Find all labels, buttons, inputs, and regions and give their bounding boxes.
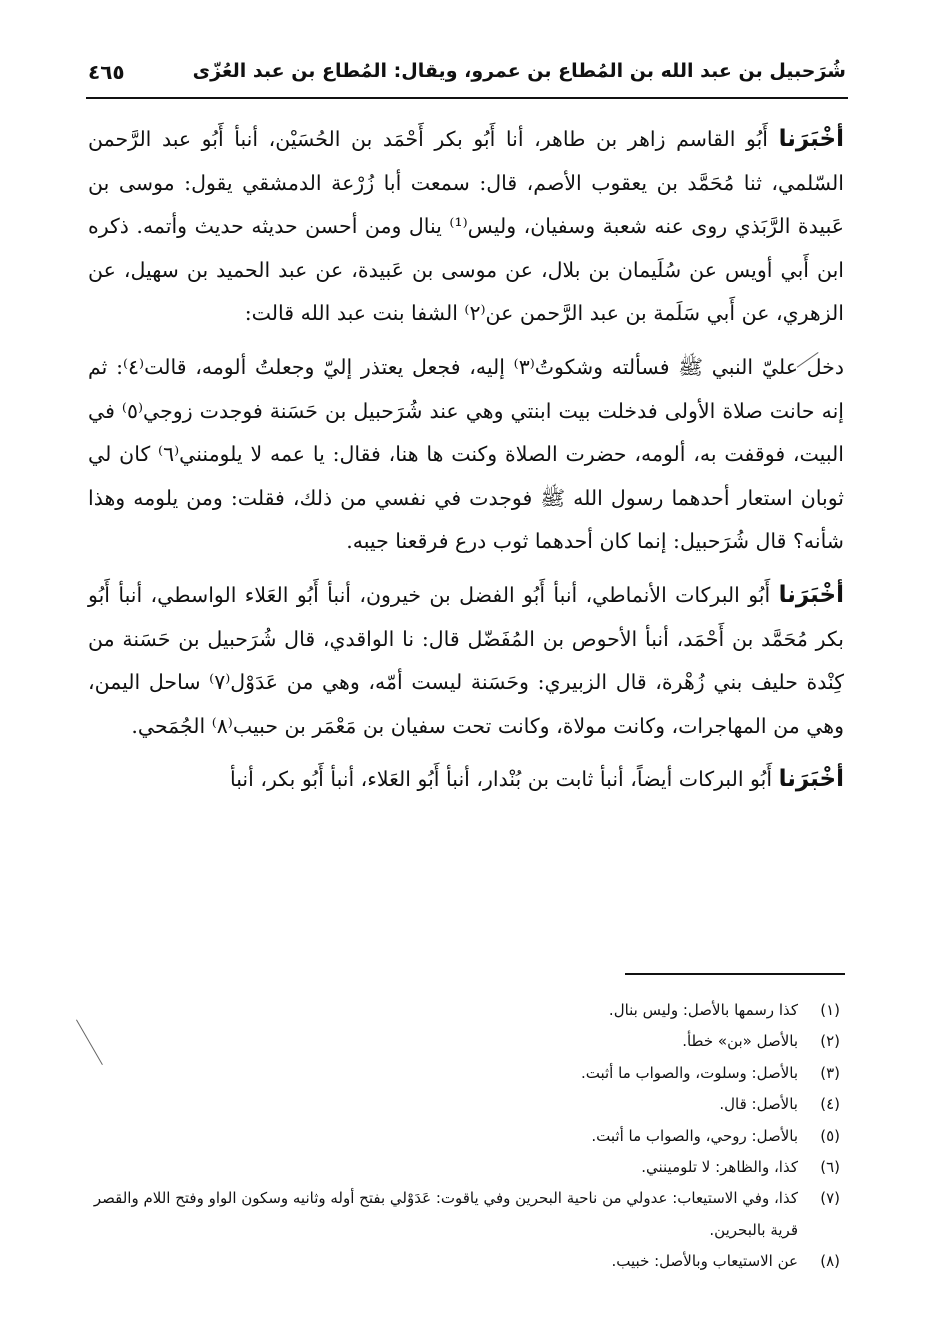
paragraph-gap [88, 336, 844, 346]
footnote-number: (٤) [820, 1095, 840, 1114]
footnote-item [88, 1183, 840, 1246]
footnote-text: كذا، والظاهر: لا تلومينني. [641, 1158, 798, 1177]
footnote-text: عن الاستيعاب وبالأصل: خبيب. [611, 1252, 798, 1271]
paragraph-text: دخل عليّ النبي ﷺ فسألته وشكوتُ⁽٣⁾ إليه، فجعل يعتذر إليّ وجعلتُ ألومه، قالت⁽٤⁾: ثم إنه حانت صلاة الأولى فدخلت بيت ابنتي وهي عند شُرَحبيل بن حَسَنة فوجدت زوجي⁽٥⁾ في البيت، فوقفت به، ألومه، حضرت الصلاة وكنت ها هنا، فقال: يا عمه لا يلومنني⁽٦⁾ كان لي ثوبان استعار أحدهما رسول الله ﷺ فوجدت في نفسي من ذلك، فقلت: ومن يلومه وهذا شأنه؟ قال شُرَحبيل: إنما كان أحدهما ثوب درع فرقعنا جيبه. [88, 354, 845, 554]
footnote-item [88, 1121, 840, 1152]
footnote-number: (٧) [820, 1189, 840, 1208]
footnote-text: بالأصل: روحي، والصواب ما أثبت. [591, 1126, 798, 1145]
paragraph-3 [88, 574, 844, 748]
paragraph-text: أَبُو القاسم زاهر بن طاهر، أنا أَبُو بكر أَحْمَد بن الحُسَيْن، أنبأ أَبُو عبد الرَّحمن السّلمي، ثنا مُحَمَّد بن يعقوب الأصم، قال: سمعت أبا زُرْعة الدمشقي يقول: موسى بن عَبيدة الرَّبَذي روى عنه شعبة وسفيان، وليس⁽¹⁾ ينال ومن أحسن حديثه حديث وأتمه. ذكره ابن أَبي أويس عن سُلَيمان بن بلال، عن موسى بن عَبيدة، عن عبد الحميد بن سهيل، عن الزهري، عن أَبي سَلَمة بن عبد الرَّحمن عن⁽٢⁾ الشفا بنت عبد الله قالت: [88, 127, 844, 326]
footnote-text: بالأصل: قال. [719, 1095, 798, 1114]
paragraph-2 [88, 346, 844, 564]
running-title: شُرَحبيل بن عبد الله بن المُطاع بن عمرو، ويقال: المُطاع بن عبد العُزّى [192, 60, 846, 82]
footnote-item [88, 1152, 840, 1183]
paragraph-gap [88, 564, 844, 574]
footnote-item [88, 1246, 840, 1277]
paragraph-lead: أخْبَرَنا [778, 766, 844, 793]
header-rule [86, 97, 848, 99]
paragraph-lead: أخْبَرَنا [778, 581, 844, 608]
main-text [88, 118, 844, 802]
footnote-text: بالأصل «بن» خطأ. [682, 1032, 798, 1051]
paragraph-gap [88, 748, 844, 758]
footnote-number: (٢) [820, 1032, 840, 1051]
footnote-text: بالأصل: وسلوت، والصواب ما أثبت. [580, 1063, 798, 1082]
paragraph-lead: أخْبَرَنا [778, 126, 844, 152]
footnote-text: كذا، وفي الاستيعاب: عدولي من ناحية البحرين وفي ياقوت: عَدَوْلي بفتح أوله وثانيه وسكون الواو وفتح اللام والقصر قرية بالبحرين. [93, 1189, 798, 1239]
footnote-number: (٦) [820, 1158, 840, 1177]
footnote-item [88, 1058, 840, 1089]
paragraph-text: أَبُو البركات الأنماطي، أنبأ أَبُو الفضل بن خيرون، أنبأ أَبُو العَلاء الواسطي، أنبأ أَبُو بكر مُحَمَّد بن أَحْمَد، أنبأ الأحوص بن المُفَضّل قال: نا الواقدي، قال شُرَحبيل بن حَسَنة من كِنْدة حليف بني زُهْرة، قال الزبيري: وحَسَنة ليست أمّه، وهي من عَدَوْل⁽٧⁾ ساحل اليمن، وهي من المهاجرات، وكانت مولاة، وكانت تحت سفيان بن مَعْمَر بن حبيب⁽٨⁾ الجُمَحي. [88, 582, 844, 738]
footnote-number: (٣) [820, 1063, 840, 1082]
paragraph-4 [88, 758, 844, 802]
footnote-text: كذا رسمها بالأصل: وليس بنال. [608, 1001, 798, 1019]
footnote-item [88, 995, 840, 1026]
footnote-rule [625, 973, 845, 975]
footnote-number: (٨) [820, 1252, 840, 1271]
footnotes [88, 995, 840, 1278]
footnote-number: (١) [820, 1001, 840, 1019]
page-header [88, 56, 846, 96]
footnote-item [88, 1089, 840, 1120]
footnote-number: (٥) [820, 1126, 840, 1145]
footnote-item [88, 1026, 840, 1057]
page-number: ٤٦٥ [88, 60, 125, 84]
paragraph-1 [88, 118, 844, 336]
paragraph-text: أَبُو البركات أيضاً، أنبأ ثابت بن بُنْدار، أنبأ أَبُو العَلاء، أنبأ أَبُو بكر، أنبأ [230, 767, 779, 792]
